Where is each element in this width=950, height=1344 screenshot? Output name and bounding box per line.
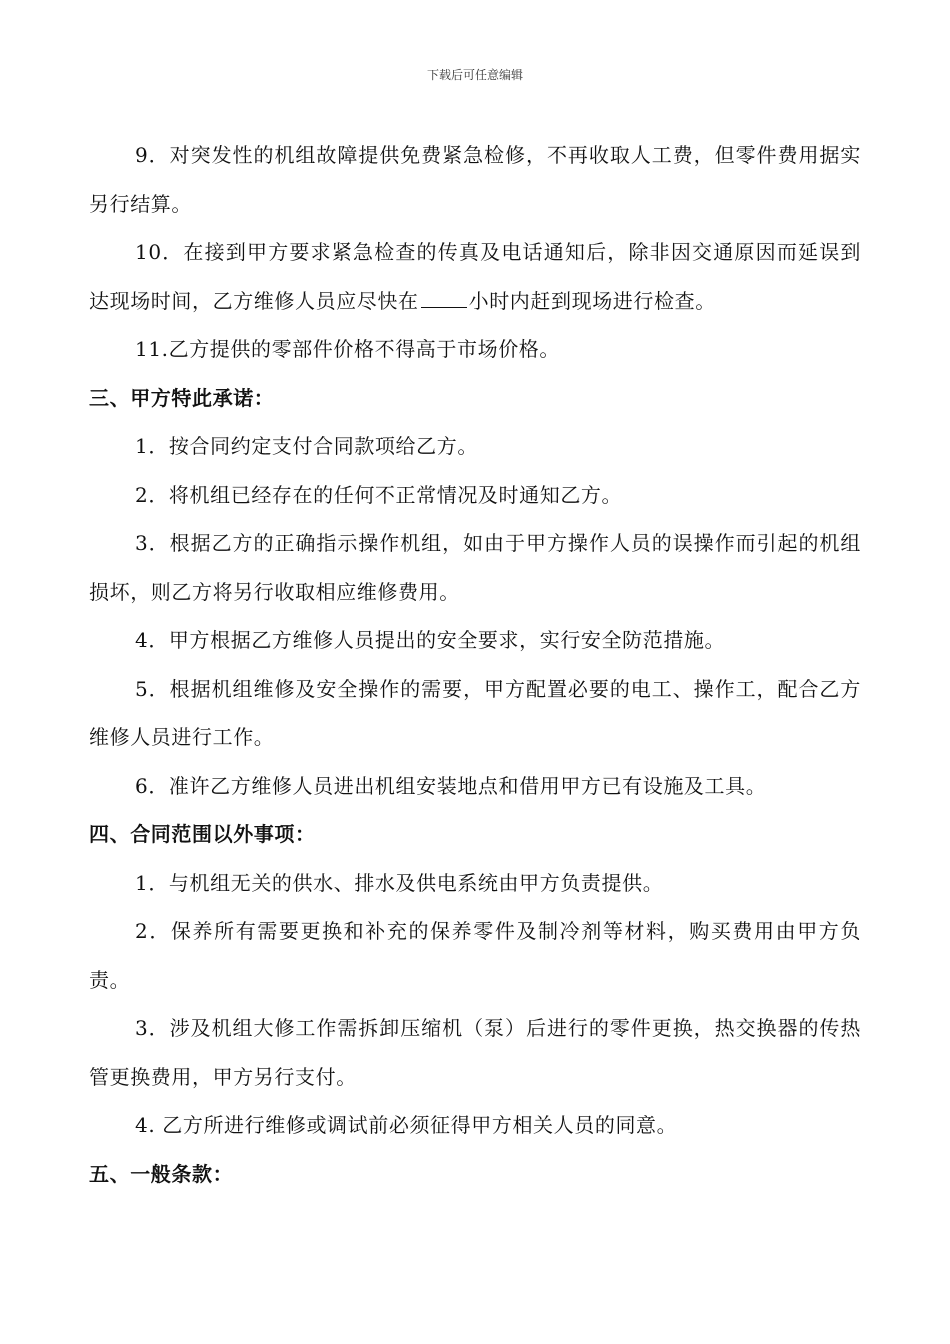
document-body [89,131,861,1198]
section-4-heading: 四、合同范围以外事项： [89,822,316,846]
section-3-heading: 三、甲方特此承诺： [89,385,275,410]
clause-11: 11.乙方提供的零部件价格不得高于市场价格。 [135,337,561,361]
s3-clause-2: 2．将机组已经存在的任何不正常情况及时通知乙方。 [135,482,623,507]
clause-10-text-a: 10．在接到甲方要求紧急检查的传真及电话通知后，除非因交通原因而延误到达现场时间，乙方维修人员应尽快在 [89,240,861,313]
clause-10-text-b: 小时内赶到现场进行检查。 [468,288,716,313]
fill-in-blank-hours [421,289,467,308]
section-5-heading: 五、一般条款： [89,1161,234,1186]
s4-clause-4: 4. 乙方所进行维修或调试前必须征得甲方相关人员的同意。 [135,1113,678,1137]
s3-clause-4: 4．甲方根据乙方维修人员提出的安全要求，实行安全防范措施。 [135,628,726,652]
s4-clause-2: 2．保养所有需要更换和补充的保养零件及制冷剂等材料，购买费用由甲方负责。 [89,919,861,992]
s4-clause-3: 3．涉及机组大修工作需拆卸压缩机（泵）后进行的零件更换，热交换器的传热管更换费用，甲方另行支付。 [89,1016,861,1089]
s3-clause-3: 3．根据乙方的正确指示操作机组，如由于甲方操作人员的误操作而引起的机组损坏，则乙方将另行收取相应维修费用。 [89,531,861,604]
s3-clause-6: 6．准许乙方维修人员进出机组安装地点和借用甲方已有设施及工具。 [135,773,767,798]
s4-clause-1: 1．与机组无关的供水、排水及供电系统由甲方负责提供。 [135,870,664,895]
s3-clause-1: 1．按合同约定支付合同款项给乙方。 [135,434,478,458]
s3-clause-5: 5．根据机组维修及安全操作的需要，甲方配置必要的电工、操作工，配合乙方维修人员进行工作。 [89,676,861,749]
clause-9: 9．对突发性的机组故障提供免费紧急检修，不再收取人工费，但零件费用据实另行结算。 [89,143,861,216]
clause-10 [89,228,861,325]
page-header: 下载后可任意编辑 [426,68,523,82]
